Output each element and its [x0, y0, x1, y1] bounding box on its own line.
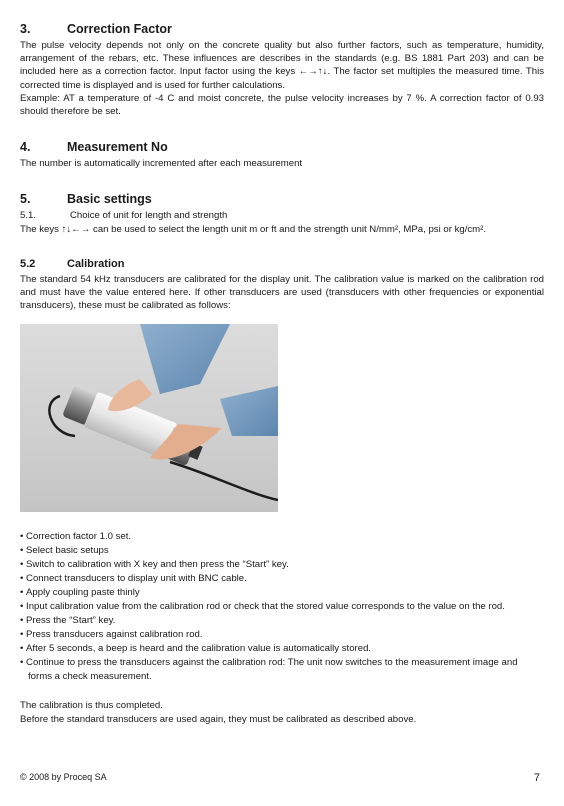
section-5-2-body: The standard 54 kHz transducers are calibrated for the display unit. The calibration value is marked on the calibration rod and must have the value entered here. If other transducers are used (transducers with other frequencies or exponential transducers), these must be calibrated as follows:	[20, 273, 544, 312]
list-item: • Connect transducers to display unit with BNC cable.	[20, 572, 544, 586]
subsection-title: Choice of unit for length and strength	[70, 210, 228, 222]
section-3-example: Example: AT a temperature of -4 C and moist concrete, the pulse velocity increases by 7 %. A correction factor of 0.93 should therefore be set.	[20, 92, 544, 118]
section-title: Correction Factor	[67, 22, 172, 36]
calibration-illustration	[20, 324, 278, 512]
list-item: • Apply coupling paste thinly	[20, 586, 544, 600]
document-page	[20, 22, 544, 726]
section-title: Basic settings	[67, 192, 152, 207]
section-3-heading	[20, 22, 544, 36]
list-item: • Input calibration value from the calibration rod or check that the stored value corresponds to the value on the rod.	[20, 600, 544, 614]
section-title: Measurement No	[67, 140, 168, 155]
calibration-photo	[20, 324, 278, 512]
list-item: • Press the “Start” key.	[20, 614, 544, 628]
section-5-heading	[20, 192, 544, 206]
list-item: • Switch to calibration with X key and then press the “Start” key.	[20, 558, 544, 572]
section-5-2-heading	[20, 258, 544, 270]
section-title: Calibration	[67, 257, 125, 270]
subsection-number: 5.1.	[20, 210, 37, 222]
copyright-text: © 2008 by Proceq SA	[20, 772, 107, 782]
list-item: • Select basic setups	[20, 544, 544, 558]
section-number: 3.	[20, 22, 31, 36]
list-item: • Continue to press the transducers against the calibration rod: The unit now switches to the measurement image and forms a check measurement.	[20, 656, 544, 684]
section-5-body: The keys ↑↓←→ can be used to select the length unit m or ft and the strength unit N/mm², MPa, psi or kg/cm².	[20, 223, 487, 235]
section-4-heading	[20, 140, 544, 154]
list-item: • Press transducers against calibration rod.	[20, 628, 544, 642]
list-item: • After 5 seconds, a beep is heard and the calibration value is automatically stored.	[20, 642, 544, 656]
calibration-steps-list	[20, 530, 544, 683]
section-number: 4.	[20, 140, 31, 155]
section-number: 5.2	[20, 257, 36, 270]
list-item: • Correction factor 1.0 set.	[20, 530, 544, 544]
page-footer	[20, 772, 540, 784]
closing-line-1: The calibration is thus completed.	[20, 700, 163, 712]
subsection-5-1	[20, 209, 544, 222]
section-number: 5.	[20, 192, 31, 207]
section-3-body: The pulse velocity depends not only on the concrete quality but also further factors, such as temperature, humidity, arrangement of the rebars, etc. These influences are describes in the standards (e.g. BS 1881 Part 203) and can be included here as a correction factor. Input factor using the keys ←→↑↓. The factor set multiples the measured time. This corrected time is displayed and is used for further calculations.	[20, 40, 544, 91]
section-4-body: The number is automatically incremented after each measurement	[20, 158, 303, 170]
closing-line-2: Before the standard transducers are used again, they must be calibrated as described above.	[20, 713, 417, 725]
page-number: 7	[533, 772, 540, 784]
